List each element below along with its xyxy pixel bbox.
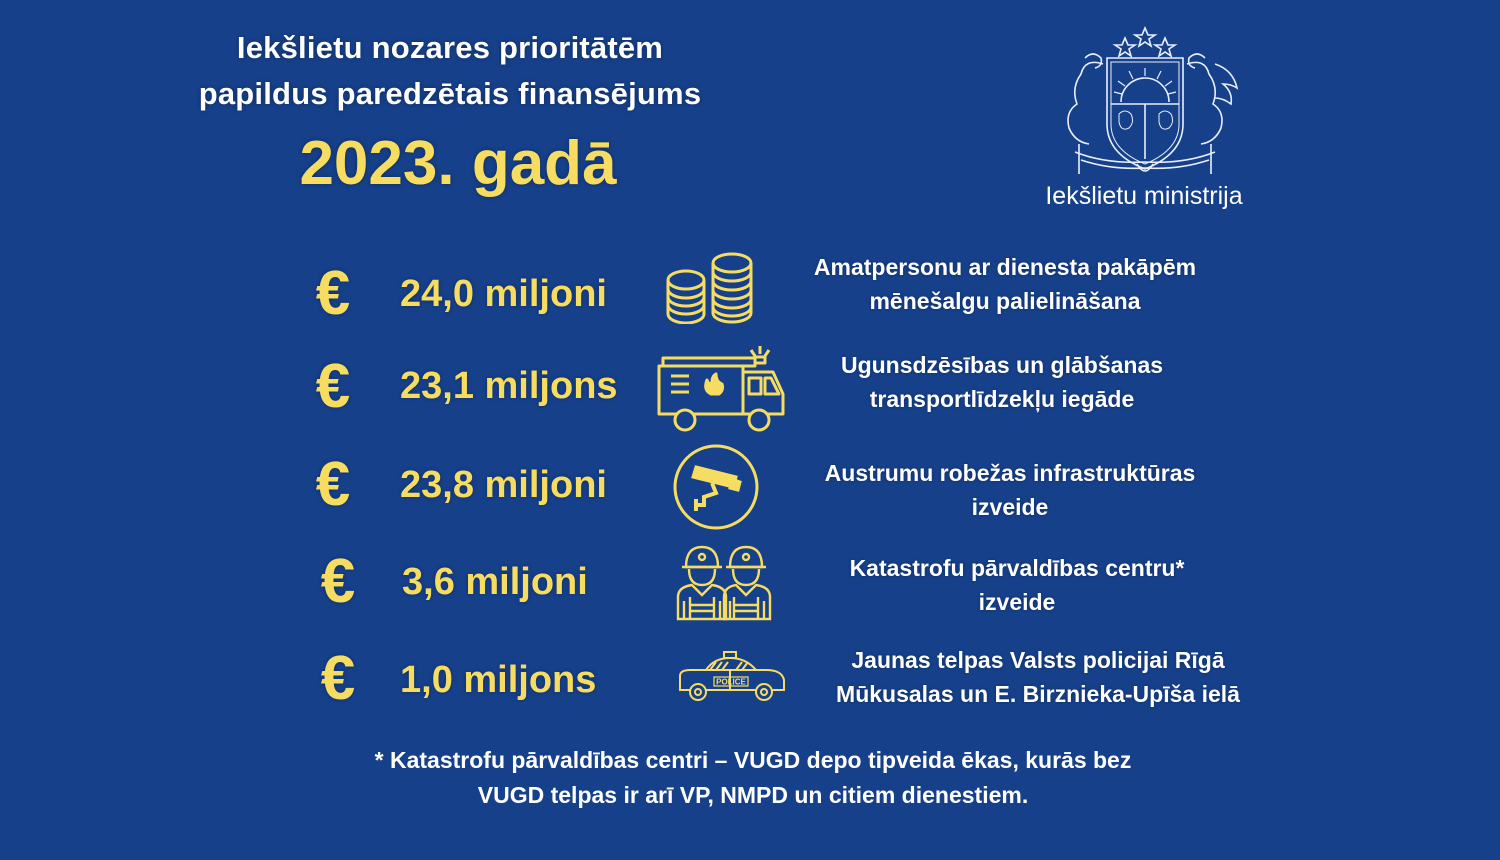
amount-police-premises: 1,0 miljons (400, 659, 597, 701)
description-line-1: Jaunas telpas Valsts policijai Rīgā (851, 647, 1225, 673)
description-line-1: Amatpersonu ar dienesta pakāpēm (813, 254, 1197, 280)
description-line-2: mēnešalgu palielināšana (869, 288, 1141, 314)
description-police-premises (788, 643, 1288, 711)
description-border (760, 456, 1260, 524)
footnote (303, 743, 1203, 813)
security-camera-icon (672, 443, 760, 531)
amount-salary: 24,0 miljoni (400, 273, 607, 315)
euro-icon: € (315, 352, 351, 421)
latvia-coat-of-arms-icon (1045, 24, 1245, 179)
footnote-line-2: VUGD telpas ir arī VP, NMPD un citiem dienestiem. (477, 782, 1029, 808)
ministry-name: Iekšlietu ministrija (1045, 182, 1243, 210)
police-car-icon (676, 650, 788, 704)
footnote-line-1: * Katastrofu pārvaldības centri – VUGD depo tipveida ēkas, kurās bez (374, 747, 1132, 773)
amount-fire-vehicles: 23,1 miljons (400, 365, 618, 407)
firefighters-icon (676, 545, 774, 621)
description-salary (755, 250, 1255, 318)
description-line-1: Katastrofu pārvaldības centru* (849, 555, 1185, 581)
title-line-1: Iekšlietu nozares prioritātēm (236, 30, 664, 65)
description-fire-vehicles (752, 348, 1252, 416)
coins-stack-icon (664, 252, 756, 324)
police-label: POLICE (716, 677, 746, 687)
title-line-2: papildus paredzētais finansējums (198, 76, 702, 111)
description-line-1: Ugunsdzēsības un glābšanas (840, 352, 1164, 378)
description-line-2: Mūkusalas un E. Birznieka-Upīša ielā (836, 681, 1240, 707)
description-line-2: izveide (978, 589, 1056, 615)
euro-icon: € (320, 644, 356, 713)
amount-disaster-centres: 3,6 miljoni (402, 561, 588, 603)
description-line-2: izveide (971, 494, 1049, 520)
description-line-2: transportlīdzekļu iegāde (869, 386, 1135, 412)
year-heading: 2023. gadā (299, 129, 617, 198)
description-disaster-centres (767, 551, 1267, 619)
description-line-1: Austrumu robežas infrastruktūras (824, 460, 1196, 486)
euro-icon: € (315, 450, 351, 519)
amount-border: 23,8 miljoni (400, 464, 607, 506)
euro-icon: € (315, 259, 351, 328)
euro-icon: € (320, 547, 356, 616)
